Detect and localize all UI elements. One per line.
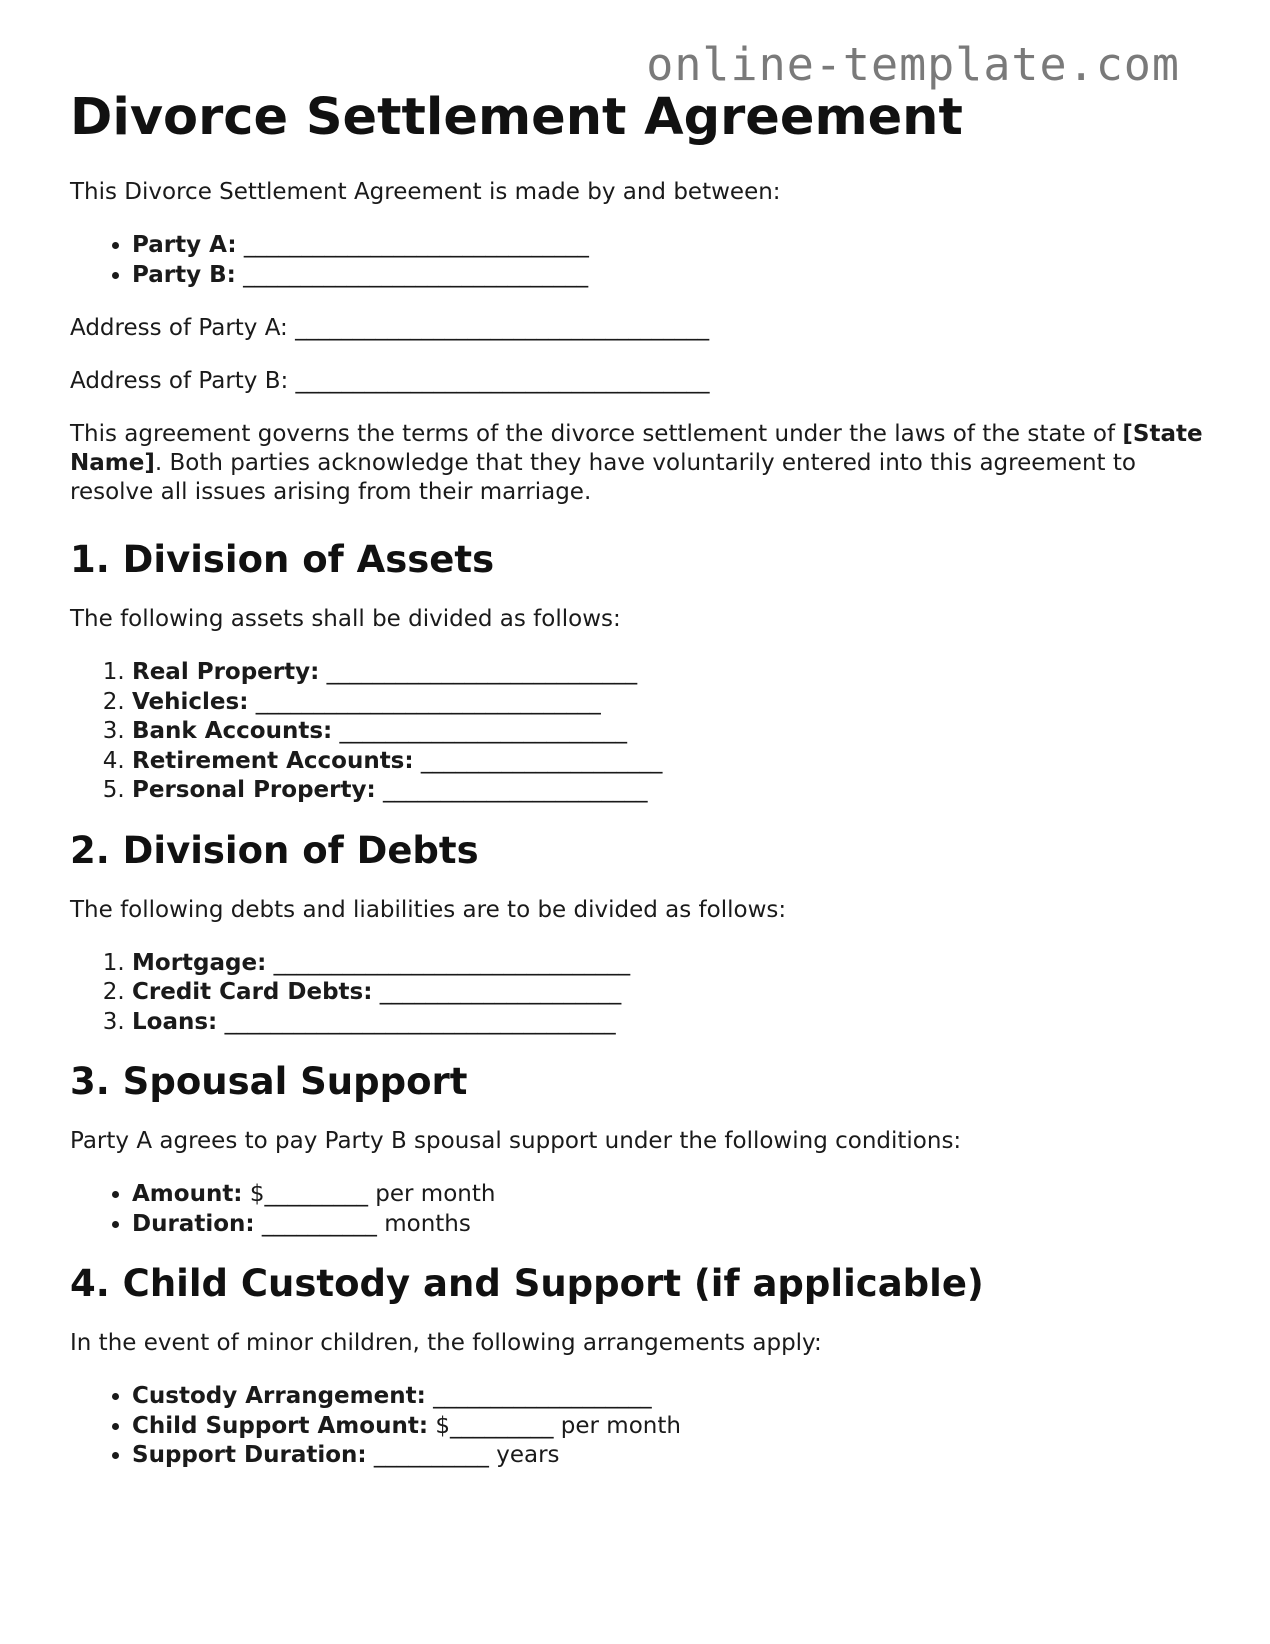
custody-label: Custody Arrangement: xyxy=(132,1383,426,1409)
list-item xyxy=(132,688,1220,718)
debt-blank[interactable]: __________________________________ xyxy=(224,1008,616,1035)
asset-blank[interactable]: _______________________ xyxy=(382,777,648,803)
section-spousal-intro: Party A agrees to pay Party B spousal support under the following conditions: xyxy=(70,1128,962,1154)
document-page xyxy=(70,84,1220,1471)
assets-list xyxy=(70,658,1220,806)
party-b-item xyxy=(132,261,1220,291)
list-item xyxy=(132,949,1220,979)
custody-label: Child Support Amount: xyxy=(132,1412,429,1439)
section-debts-heading: 2. Division of Debts xyxy=(70,828,479,872)
debt-blank[interactable]: _____________________ xyxy=(379,979,622,1005)
asset-label: Retirement Accounts: xyxy=(132,747,414,774)
party-a-label: Party A: xyxy=(132,232,237,258)
address-party-a[interactable]: Address of Party A: ____________________________________ xyxy=(70,315,710,341)
spousal-label: Amount: xyxy=(132,1181,243,1207)
asset-blank[interactable]: ___________________________ xyxy=(326,659,638,685)
custody-blank[interactable]: __________ years xyxy=(373,1442,560,1468)
section-assets-heading: 1. Division of Assets xyxy=(70,538,495,581)
custody-blank[interactable]: $_________ per month xyxy=(435,1412,681,1439)
section-assets-intro: The following assets shall be divided as follows: xyxy=(70,606,621,632)
section-debts-intro: The following debts and liabilities are to be divided as follows: xyxy=(70,896,787,923)
list-item xyxy=(132,1441,1220,1471)
debt-blank[interactable]: _______________________________ xyxy=(273,949,631,976)
list-item xyxy=(132,1382,1220,1412)
spousal-label: Duration: xyxy=(132,1210,255,1237)
party-a-item xyxy=(132,231,1220,261)
asset-blank[interactable]: ______________________________ xyxy=(255,688,601,715)
address-party-b[interactable]: Address of Party B: ____________________________________ xyxy=(70,368,710,394)
list-item xyxy=(132,1412,1220,1442)
section-custody-intro: In the event of minor children, the following arrangements apply: xyxy=(70,1330,822,1356)
list-item xyxy=(132,658,1220,688)
asset-label: Personal Property: xyxy=(132,777,376,803)
asset-blank[interactable]: _________________________ xyxy=(339,718,628,744)
spousal-blank[interactable]: $_________ per month xyxy=(249,1181,496,1207)
custody-list xyxy=(70,1382,1220,1471)
debt-label: Mortgage: xyxy=(132,949,267,976)
list-item xyxy=(132,978,1220,1008)
list-item xyxy=(132,1180,1220,1210)
list-item xyxy=(132,776,1220,806)
spousal-list xyxy=(70,1180,1220,1239)
spousal-blank[interactable]: __________ months xyxy=(261,1210,471,1237)
watermark: online-template.com xyxy=(646,38,1180,91)
asset-label: Real Property: xyxy=(132,659,320,685)
party-a-blank[interactable]: ______________________________ xyxy=(243,232,589,258)
asset-blank[interactable]: _____________________ xyxy=(420,747,663,774)
debts-list xyxy=(70,949,1220,1038)
document-title: Divorce Settlement Agreement xyxy=(70,88,963,147)
asset-label: Bank Accounts: xyxy=(132,718,333,744)
asset-label: Vehicles: xyxy=(132,688,249,715)
section-spousal-heading: 3. Spousal Support xyxy=(70,1060,468,1103)
parties-list xyxy=(70,231,1220,290)
governing-before: This agreement governs the terms of the divorce settlement under the laws of the state of xyxy=(70,421,1123,447)
list-item xyxy=(132,717,1220,747)
state-name-placeholder: [State Name] xyxy=(70,421,1203,476)
section-custody-heading: 4. Child Custody and Support (if applicable) xyxy=(70,1262,984,1305)
debt-label: Credit Card Debts: xyxy=(132,979,373,1005)
list-item xyxy=(132,747,1220,777)
party-b-blank[interactable]: ______________________________ xyxy=(243,261,589,288)
governing-paragraph xyxy=(70,420,1220,507)
intro-text: This Divorce Settlement Agreement is made by and between: xyxy=(70,179,781,205)
list-item xyxy=(132,1008,1220,1038)
debt-label: Loans: xyxy=(132,1008,218,1035)
custody-label: Support Duration: xyxy=(132,1442,367,1468)
list-item xyxy=(132,1210,1220,1240)
custody-blank[interactable]: ___________________ xyxy=(433,1383,652,1409)
party-b-label: Party B: xyxy=(132,261,236,288)
governing-after: . Both parties acknowledge that they have voluntarily entered into this agreement to resolve all issues arising from their marriage. xyxy=(70,450,1136,505)
